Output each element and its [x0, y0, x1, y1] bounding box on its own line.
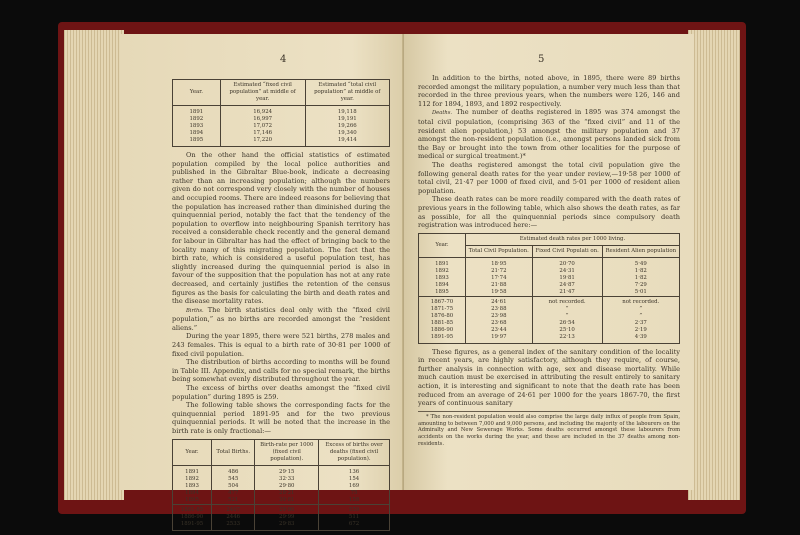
table-cell: 1886-90	[173, 514, 212, 521]
table-row	[419, 306, 680, 313]
margin-label-births: Births.	[186, 307, 204, 314]
table-cell: 23·88	[465, 306, 532, 313]
table-cell: 2·19	[602, 327, 679, 334]
table-cell: 504	[212, 483, 255, 490]
table-cell: 17,146	[220, 130, 305, 137]
page-number: 5	[538, 54, 545, 65]
table-cell: 29·80	[255, 504, 319, 514]
table-row	[173, 476, 390, 483]
table-cell: not recorded.	[532, 296, 602, 306]
table-header: Year.	[419, 233, 466, 257]
death-rates-table	[418, 233, 680, 344]
table-cell: 24·87	[532, 282, 602, 289]
table-cell: 1891-95	[419, 334, 466, 344]
paragraph-text: The number of deaths registered in 1895 was 374 amongst the total civil population, (comprising 363 of the “fixed civil” and 11 of the resident alien population,) 53 amongst the military population and 37 amongst the non-resident population (i.e., amongst persons landed sick from the Bay or brought into the town from other localities for the purpose of medical or surgical treatment.)*	[418, 108, 680, 161]
table-row	[419, 257, 680, 268]
left-page-body	[172, 76, 390, 535]
table-row	[419, 275, 680, 282]
table-cell: 521	[212, 497, 255, 505]
paragraph: During the year 1895, there were 521 births, 278 males and 243 females. This is equal to a birth rate of 30·81 per 1000 of fixed civil population.	[172, 332, 390, 358]
table-header: Estimated “fixed civil population” at middle of year.	[220, 80, 305, 106]
table-cell: 169	[319, 483, 390, 490]
left-page	[120, 34, 410, 527]
paragraph: These figures, as a general index of the sanitary condition of the locality in recent years, are highly satisfactory, although they require, of course, further analysis in connection with age, sex and disease mortality. While much caution must be exercised in attributing the result entirely to sanitary action, it is interesting and significant to note that the death rate has been reduced from an average of 24·61 per 1000 for the years 1867-70, the first years of continuous sanitary	[418, 347, 680, 408]
table-header: Total Civil Population.	[465, 245, 532, 257]
table-group-header: Estimated death rates per 1000 living.	[465, 233, 679, 245]
table-header: Fixed Civil Populati on.	[532, 245, 602, 257]
table-cell: 1891	[173, 106, 221, 117]
table-cell: 29·80	[255, 483, 319, 490]
table-cell: 17·74	[465, 275, 532, 282]
table-cell: 19,118	[305, 106, 389, 117]
table-cell: 32·33	[255, 476, 319, 483]
table-row	[173, 130, 390, 137]
table-cell: 26·54	[532, 320, 602, 327]
table-cell: 1895	[173, 137, 221, 147]
table-row	[173, 514, 390, 521]
table-row	[173, 465, 390, 476]
table-cell: 21·72	[465, 268, 532, 275]
table-cell: 2·37	[602, 320, 679, 327]
table-row	[173, 504, 390, 514]
table-row	[173, 497, 390, 505]
table-cell: 1867-70	[419, 296, 466, 306]
table-header: Birth-rate per 1000 (fixed civil population).	[255, 439, 319, 465]
table-cell: 2533	[212, 521, 255, 531]
paragraph	[418, 108, 680, 161]
table-cell: 18·95	[465, 257, 532, 268]
paragraph: The deaths registered amongst the total civil population give the following general death rates for the year under review,—19·58 per 1000 of total civil, 21·47 per 1000 of fixed civil, and 5·01 per 1000 of resident alien population.	[418, 160, 680, 195]
table-row	[173, 521, 390, 531]
table-cell: 1893	[173, 483, 212, 490]
table-cell: 23·98	[465, 313, 532, 320]
right-page-body	[418, 74, 680, 448]
table-cell: 1895	[419, 289, 466, 297]
table-header: Estimated “total civil population” at middle of year.	[305, 80, 389, 106]
table-header: Excess of births over deaths (fixed civil population).	[319, 439, 390, 465]
table-cell: 4·39	[602, 334, 679, 344]
table-row	[419, 334, 680, 344]
table-cell: 16,924	[220, 106, 305, 117]
table-cell: 29·99	[255, 514, 319, 521]
table-cell: 486	[212, 465, 255, 476]
table-cell: 19,414	[305, 137, 389, 147]
table-header: Total Births.	[212, 439, 255, 465]
footnote	[418, 411, 680, 448]
table-cell: 1881-85	[419, 320, 466, 327]
table-cell: 477	[212, 490, 255, 497]
table-row	[419, 320, 680, 327]
margin-label-deaths: Deaths.	[432, 110, 453, 117]
table-cell: 1892	[419, 268, 466, 275]
table-cell: 1876-80	[419, 313, 466, 320]
table-header: Year.	[173, 80, 221, 106]
table-row	[419, 327, 680, 334]
table-cell: 1894	[173, 130, 221, 137]
paragraph-text: The birth statistics deal only with the “fixed civil population,” as no births are recorded amongst the “resident aliens.”	[172, 305, 390, 332]
table-cell: 19·97	[465, 334, 532, 344]
table-cell: 154	[319, 476, 390, 483]
table-cell: 1894	[419, 282, 466, 289]
table-row	[173, 483, 390, 490]
table-cell: 19·81	[532, 275, 602, 282]
table-cell: 511	[319, 514, 390, 521]
page-number: 4	[280, 54, 287, 65]
table-cell: 1892	[173, 116, 221, 123]
table-cell: 1893	[419, 275, 466, 282]
paragraph: The distribution of births according to months will be found in Table III. Appendix, and calls for no special remark, the births being somewhat evenly distributed throughout the year.	[172, 358, 390, 384]
table-cell: 17,220	[220, 137, 305, 147]
table-row	[419, 282, 680, 289]
table-cell: 29·15	[255, 465, 319, 476]
table-cell: 2446	[212, 514, 255, 521]
table-cell: 21·47	[532, 289, 602, 297]
table-cell: 29·83	[255, 521, 319, 531]
table-cell: 158	[319, 497, 390, 505]
table-row	[173, 137, 390, 147]
table-row	[419, 296, 680, 306]
page-edges-right	[688, 30, 740, 500]
table-header: Year.	[173, 439, 212, 465]
paragraph: The following table shows the corresponding facts for the quinquennial period 1891-95 and for the two previous quinquennial periods. It will be noted that the increase in the birth rate is only fractional:—	[172, 401, 390, 435]
table-cell: 19,266	[305, 123, 389, 130]
table-cell: 1891	[173, 465, 212, 476]
page-edges-left	[64, 30, 124, 500]
table-row	[173, 116, 390, 123]
table-row	[419, 313, 680, 320]
table-cell: 1871-75	[419, 306, 466, 313]
table-cell: 75	[319, 490, 390, 497]
table-header: Resident Alien population	[602, 245, 679, 257]
table-cell: ”	[602, 306, 679, 313]
table-cell: 1892	[173, 476, 212, 483]
table-row	[173, 106, 390, 117]
table-cell: 17,072	[220, 123, 305, 130]
table-cell: 24·31	[532, 268, 602, 275]
births-table	[172, 439, 390, 531]
table-cell: 20·70	[532, 257, 602, 268]
table-cell: not recorded.	[602, 296, 679, 306]
table-row	[173, 490, 390, 497]
table-cell: 7·29	[602, 282, 679, 289]
table-cell: 1891	[419, 257, 466, 268]
table-cell: 30·81	[255, 497, 319, 505]
table-row	[173, 123, 390, 130]
table-cell: 672	[319, 521, 390, 531]
table-cell: 1895	[173, 497, 212, 505]
paragraph	[172, 306, 390, 333]
table-cell: 5·01	[602, 289, 679, 297]
table-cell: 25·10	[532, 327, 602, 334]
table-cell: ”	[532, 306, 602, 313]
table-cell: 1894	[173, 490, 212, 497]
table-cell: 19·58	[465, 289, 532, 297]
table-cell: 1886-90	[419, 327, 466, 334]
table-cell: 545	[212, 476, 255, 483]
table-cell: 16,997	[220, 116, 305, 123]
table-cell: 559	[319, 504, 390, 514]
table-cell: 1·82	[602, 268, 679, 275]
table-cell: 136	[319, 465, 390, 476]
paragraph: These death rates can be more readily compared with the death rates of previous years in the following table, which also shows the death rates, as far as possible, for all the quinquennial periods since compulsory death registration was introduced here:—	[418, 195, 680, 230]
table-cell: ”	[602, 313, 679, 320]
footnote-text: * The non-resident population would also comprise the large daily influx of people from Spain, amounting to between 7,000 and 9,000 persons, and including the majority of the labourers on the Admiralty and New Sewerage Works. Some deaths occurred amongst these labourers from accidents on the works during the year, and these are included in the 37 deaths among non-residents.	[418, 413, 680, 448]
paragraph: In addition to the births, noted above, in 1895, there were 89 births recorded amongst the military population, a number very much less than that recorded in the three previous years, when the numbers were 126, 146 and 112 for 1894, 1893, and 1892 respectively.	[418, 74, 680, 108]
table-cell: ”	[532, 313, 602, 320]
table-cell: 23·44	[465, 327, 532, 334]
paragraph: The excess of births over deaths amongst the “fixed civil population” during 1895 is 259.	[172, 384, 390, 401]
table-cell: 23·68	[465, 320, 532, 327]
table-cell: 24·61	[465, 296, 532, 306]
table-cell: 21·88	[465, 282, 532, 289]
table-cell: 2407	[212, 504, 255, 514]
population-table	[172, 79, 390, 147]
paragraph: On the other hand the official statistics of estimated population compiled by the local police authorities and published in the Gibraltar Blue-book, indicate a decreasing rather than an increasing population; although the numbers given do not correspond very closely with the number of houses and occupied rooms. There are indeed reasons for believing that the population has increased rather than diminished during the quinquennial period, notably the fact that the tendency of the population to overflow into neighbouring Spanish territory has received a considerable check recently and the general demand for labour in Gibraltar has had the effect of bringing back to the locality many of this migrating population. The fact that the birth rate, which is considered a useful population test, has slightly increased during the quinquennial period is also in favour of the supposition that the population has not at any rate decreased, and certainly justifies the retention of the census figures as the basis for calculating the birth and death rates and the disease mortality rates.	[172, 151, 390, 306]
table-cell: 1891-95	[173, 521, 212, 531]
table-cell: 22·13	[532, 334, 602, 344]
table-cell: 1·82	[602, 275, 679, 282]
table-row	[419, 268, 680, 275]
table-cell: 28·21	[255, 490, 319, 497]
table-cell: 5·49	[602, 257, 679, 268]
table-row	[419, 289, 680, 297]
table-cell: 1881-85	[173, 504, 212, 514]
table-cell: 19,340	[305, 130, 389, 137]
table-cell: 1893	[173, 123, 221, 130]
table-cell: 19,191	[305, 116, 389, 123]
right-page	[404, 34, 694, 490]
